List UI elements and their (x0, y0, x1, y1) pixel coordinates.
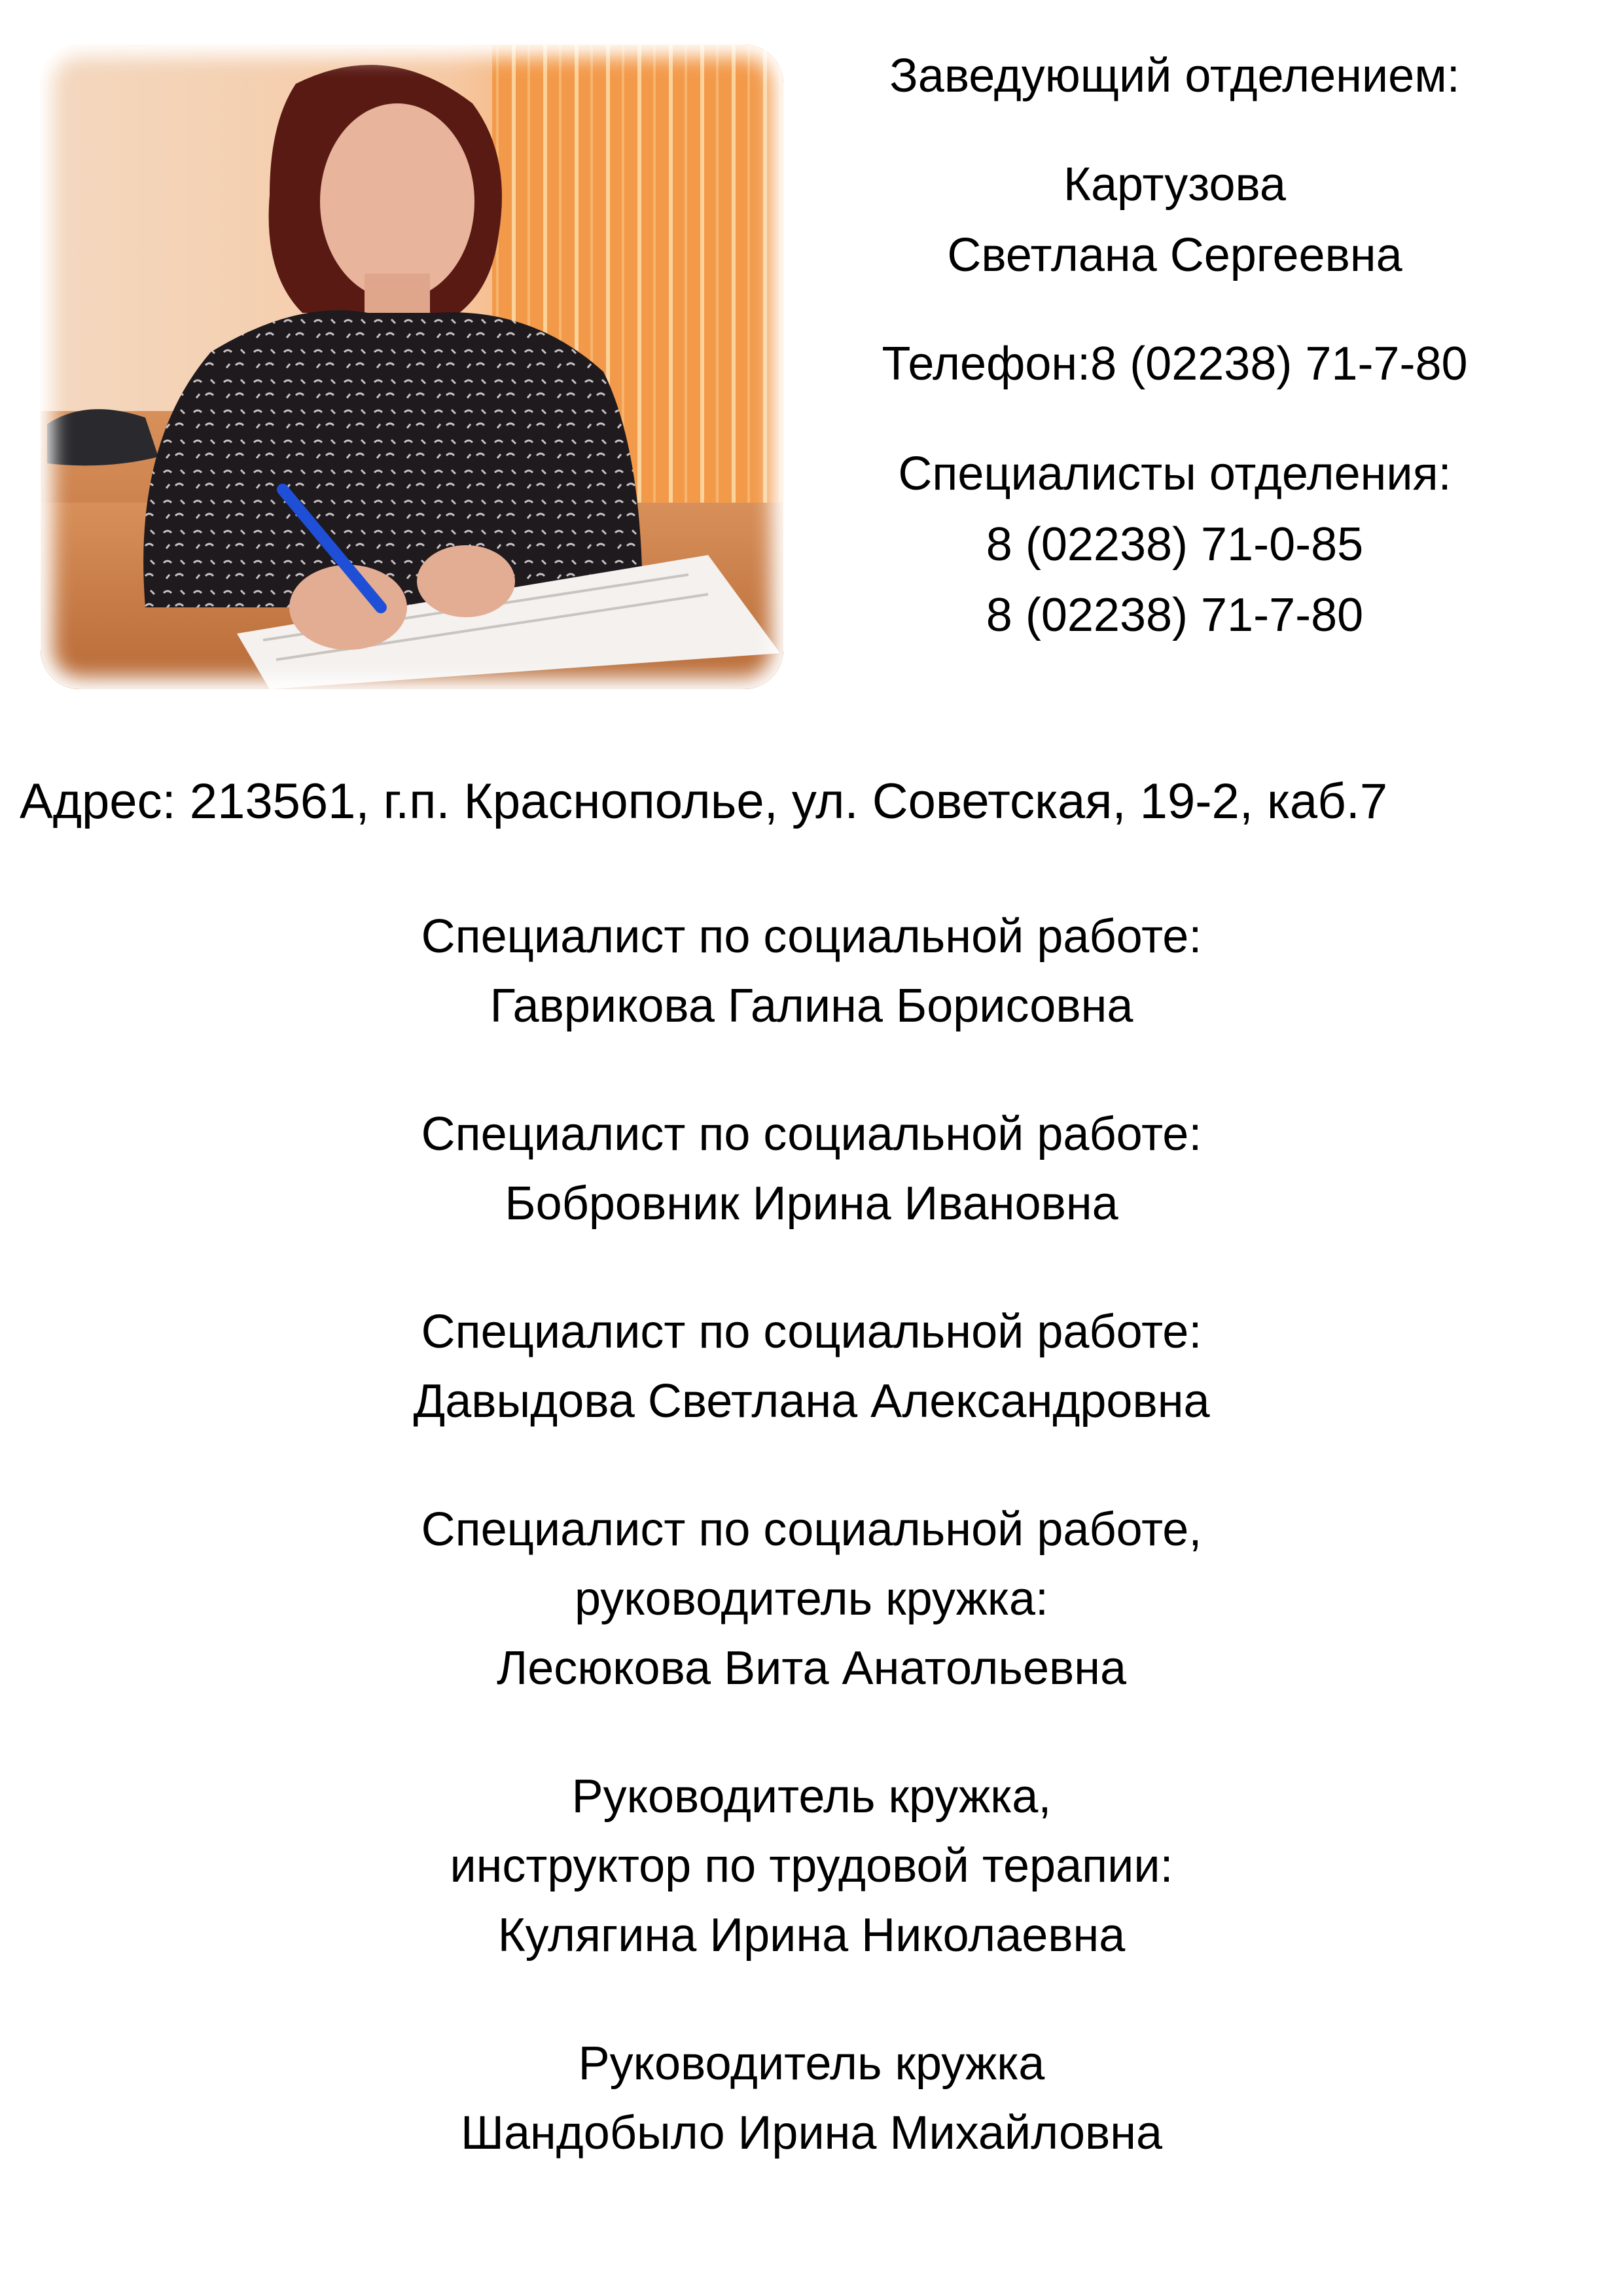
staff-role: Руководитель кружка (578, 2037, 1045, 2090)
staff-role: Специалист по социальной работе, (421, 1503, 1202, 1556)
head-title: Заведующий отделением: (889, 50, 1460, 102)
staff-name: Давыдова Светлана Александровна (413, 1375, 1210, 1427)
head-of-department-photo (41, 45, 783, 689)
staff-role: руководитель кружка: (575, 1573, 1048, 1625)
head-name: Светлана Сергеевна (947, 229, 1402, 281)
staff-name: Кулягина Ирина Николаевна (497, 1909, 1126, 1962)
staff-list (0, 902, 1623, 2168)
staff-name: Лесюкова Вита Анатольевна (496, 1642, 1127, 1695)
staff-name: Гаврикова Галина Борисовна (490, 980, 1133, 1032)
staff-entry (0, 1100, 1623, 1238)
head-surname: Картузова (1063, 158, 1286, 211)
staff-name: Бобровник Ирина Ивановна (505, 1177, 1118, 1230)
address: Адрес: 213561, г.п. Краснополье, ул. Советская, 19-2, каб.7 (20, 774, 1388, 829)
staff-entry (0, 902, 1623, 1041)
staff-role: Специалист по социальной работе: (421, 910, 1202, 963)
staff-entry (0, 1762, 1623, 1970)
staff-role: Руководитель кружка, (571, 1770, 1052, 1823)
staff-entry (0, 1297, 1623, 1436)
head-phone: Телефон:8 (02238) 71-7-80 (882, 338, 1468, 390)
specialists-phone: 8 (02238) 71-0-85 (986, 518, 1364, 571)
head-of-department-block (798, 41, 1551, 651)
staff-role: инструктор по трудовой терапии: (450, 1840, 1173, 1892)
specialists-phone: 8 (02238) 71-7-80 (986, 589, 1364, 641)
staff-name: Шандобыло Ирина Михайловна (460, 2107, 1163, 2159)
staff-role: Специалист по социальной работе: (421, 1108, 1202, 1160)
staff-role: Специалист по социальной работе: (421, 1306, 1202, 1358)
staff-entry (0, 2029, 1623, 2168)
specialists-heading: Специалисты отделения: (898, 448, 1452, 500)
staff-entry (0, 1495, 1623, 1703)
